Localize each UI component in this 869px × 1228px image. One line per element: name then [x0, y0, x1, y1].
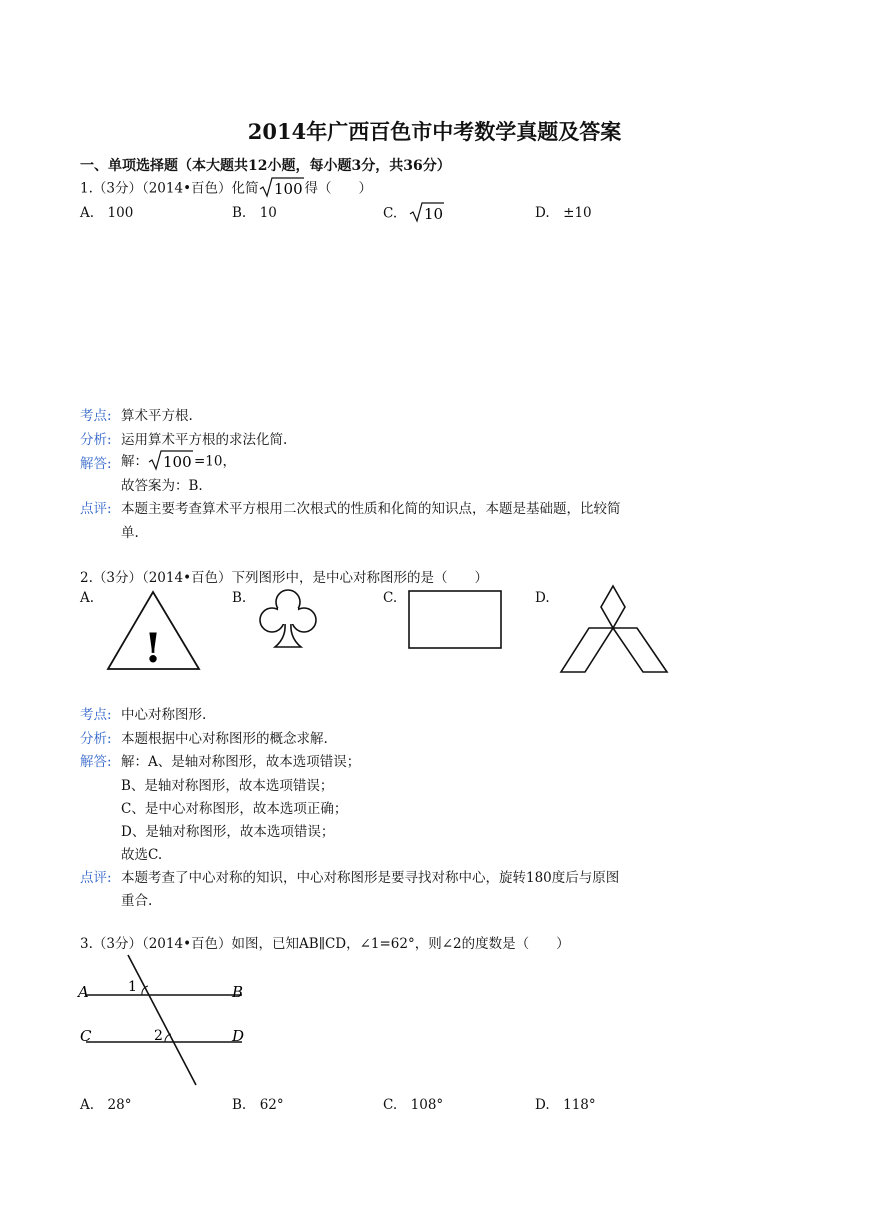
- q2-jieda-line: D、是轴对称图形，故本选项错误；: [121, 824, 335, 840]
- q1-stem: [80, 176, 372, 202]
- q1-stem-before: 1.（3分）（2014•百色）化简: [80, 180, 259, 197]
- warning-triangle-figure: [106, 590, 202, 672]
- club-symbol-figure: [256, 586, 320, 650]
- sqrt-symbol: [259, 176, 305, 202]
- q2-jieda-line: 解：A、是轴对称图形，故本选项错误；: [121, 754, 361, 770]
- q1-dianping-line1: 本题主要考查算术平方根用二次根式的性质和化简的知识点，本题是基础题，比较简: [121, 501, 621, 517]
- page-title: 2014年广西百色市中考数学真题及答案: [247, 119, 622, 144]
- q2-dianping-line2: 重合.: [121, 893, 153, 909]
- q1-option-d: D. ±10: [535, 205, 592, 221]
- three-rhombi-figure: [558, 584, 670, 676]
- q2-fenxi-label: 分析:: [80, 731, 112, 747]
- q2-dianping-label: 点评:: [80, 870, 112, 886]
- q2-kaodian-label: 考点:: [80, 707, 112, 723]
- q1-jieda: [121, 449, 236, 475]
- q1-radicand: 100: [273, 180, 303, 198]
- angle-label-1: 1: [128, 979, 137, 995]
- q1-jieda-prefix: 解：: [121, 453, 148, 470]
- point-label-c: C: [80, 1027, 92, 1045]
- q1-stem-after: 得（ ）: [304, 180, 373, 197]
- q1-fenxi: 运用算术平方根的求法化简.: [121, 432, 288, 448]
- point-label-d: D: [232, 1027, 245, 1045]
- q2-jieda-line: 故选C.: [121, 847, 163, 863]
- q1-jieda-suffix: =10，: [194, 453, 236, 470]
- q1-option-a: A. 100: [80, 205, 134, 221]
- q1-jieda-label: 解答:: [80, 456, 112, 472]
- q3-option-a: A. 28°: [80, 1097, 132, 1113]
- q1-option-c-radicand: 10: [424, 205, 444, 223]
- q2-kaodian: 中心对称图形.: [121, 707, 207, 723]
- q2-jieda-line: C、是中心对称图形，故本选项正确；: [121, 801, 348, 817]
- q1-option-c-prefix: C.: [383, 205, 398, 222]
- q1-dianping-label: 点评:: [80, 501, 112, 517]
- exclamation-mark: !: [144, 625, 162, 672]
- q3-option-b: B. 62°: [232, 1097, 284, 1113]
- q2-option-a-letter: A.: [80, 590, 95, 606]
- sqrt-symbol: [148, 449, 194, 475]
- q2-dianping-line1: 本题考查了中心对称的知识，中心对称图形是要寻找对称中心，旋转180度后与原图: [121, 870, 620, 886]
- q2-jieda-label: 解答:: [80, 754, 112, 770]
- q1-option-c: [383, 201, 445, 227]
- q1-fenxi-label: 分析:: [80, 432, 112, 448]
- rectangle-figure: [406, 589, 504, 651]
- q1-kaodian: 算术平方根.: [121, 408, 193, 424]
- q1-jieda-radicand: 100: [163, 453, 192, 471]
- q1-jieda-line2: 故答案为：B.: [121, 478, 203, 494]
- q3-option-d: D. 118°: [535, 1097, 596, 1113]
- parallel-lines-figure: [72, 953, 252, 1087]
- sqrt-symbol: [409, 201, 445, 227]
- q1-dianping-line2: 单.: [121, 525, 139, 541]
- q3-stem: 3.（3分）（2014•百色）如图，已知AB∥CD，∠1=62°，则∠2的度数是（ ）: [80, 936, 570, 952]
- q3-option-c: C. 108°: [383, 1097, 444, 1113]
- q2-jieda-line: B、是轴对称图形，故本选项错误；: [121, 778, 334, 794]
- q2-option-d-letter: D.: [535, 590, 550, 606]
- q2-stem: 2.（3分）（2014•百色）下列图形中，是中心对称图形的是（ ）: [80, 570, 489, 586]
- q1-option-b: B. 10: [232, 205, 277, 221]
- q1-kaodian-label: 考点:: [80, 408, 112, 424]
- q2-option-c-letter: C.: [383, 590, 398, 606]
- point-label-b: B: [232, 983, 244, 1001]
- section-heading: 一、单项选择题（本大题共12小题，每小题3分，共36分）: [80, 158, 451, 174]
- q2-fenxi: 本题根据中心对称图形的概念求解.: [121, 731, 328, 747]
- point-label-a: A: [78, 983, 89, 1001]
- q2-option-b-letter: B.: [232, 590, 247, 606]
- angle-label-2: 2: [154, 1028, 163, 1044]
